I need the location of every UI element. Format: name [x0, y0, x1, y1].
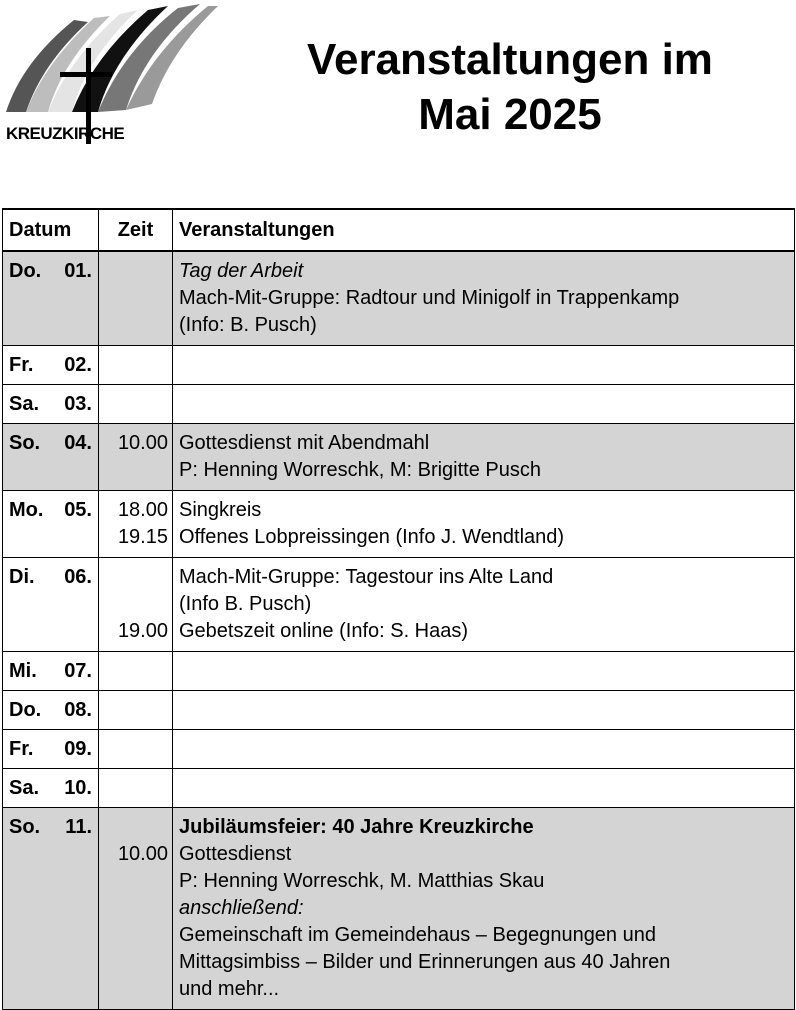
row-events	[173, 652, 795, 691]
event-line: (Info: B. Pusch)	[179, 314, 317, 336]
row-weekday: Mo.	[3, 491, 55, 558]
event-line: (Info B. Pusch)	[179, 593, 312, 615]
event-schedule-table	[2, 208, 795, 1010]
table-row	[3, 385, 795, 424]
row-date: 10.	[55, 769, 99, 808]
row-weekday: Mi.	[3, 652, 55, 691]
row-date: 11.	[55, 808, 99, 1010]
row-time	[99, 424, 173, 491]
schedule-rows	[3, 251, 795, 1010]
row-weekday: Sa.	[3, 385, 55, 424]
row-events	[173, 730, 795, 769]
row-events	[173, 346, 795, 385]
event-line: Gebetszeit online (Info: S. Haas)	[179, 620, 469, 642]
row-time	[99, 385, 173, 424]
page-title	[240, 32, 780, 142]
title-line-2: Mai 2025	[418, 90, 602, 139]
row-time	[99, 491, 173, 558]
header-veranstaltungen: Veranstaltungen	[173, 209, 795, 251]
time-value	[99, 457, 168, 484]
event-line: Tag der Arbeit	[179, 260, 304, 282]
time-value	[99, 285, 168, 312]
table-row	[3, 424, 795, 491]
time-value: 10.00	[117, 843, 168, 865]
time-value	[99, 564, 168, 591]
row-events	[173, 491, 795, 558]
time-value	[99, 258, 168, 285]
row-events	[173, 691, 795, 730]
row-date: 02.	[55, 346, 99, 385]
row-time	[99, 346, 173, 385]
event-line: Mach-Mit-Gruppe: Radtour und Minigolf in Trappenkamp	[179, 287, 680, 309]
header-zeit: Zeit	[99, 209, 173, 251]
table-row	[3, 769, 795, 808]
row-date: 03.	[55, 385, 99, 424]
row-events	[173, 385, 795, 424]
time-value	[99, 591, 168, 618]
row-weekday: So.	[3, 424, 55, 491]
table-row	[3, 808, 795, 1010]
row-time	[99, 808, 173, 1010]
event-line: P: Henning Worreschk, M. Matthias Skau	[179, 870, 545, 892]
table-row	[3, 491, 795, 558]
row-time	[99, 691, 173, 730]
row-events	[173, 424, 795, 491]
event-line: P: Henning Worreschk, M: Brigitte Pusch	[179, 459, 541, 481]
row-time	[99, 558, 173, 652]
table-row	[3, 251, 795, 346]
row-date: 06.	[55, 558, 99, 652]
logo-text: KREUZKIRCHE	[6, 124, 125, 143]
row-date: 04.	[55, 424, 99, 491]
row-weekday: Di.	[3, 558, 55, 652]
time-value: 19.15	[117, 526, 168, 548]
event-line: Gottesdienst	[179, 843, 292, 865]
row-events	[173, 769, 795, 808]
table-row	[3, 652, 795, 691]
row-date: 08.	[55, 691, 99, 730]
time-value	[99, 868, 168, 895]
event-line: und mehr...	[179, 978, 280, 1000]
row-weekday: So.	[3, 808, 55, 1010]
row-date: 05.	[55, 491, 99, 558]
time-value	[99, 814, 168, 841]
time-value: 10.00	[117, 432, 168, 454]
table-row	[3, 558, 795, 652]
event-line: Gottesdienst mit Abendmahl	[179, 432, 430, 454]
table-row	[3, 346, 795, 385]
event-line: anschließend:	[179, 897, 304, 919]
row-time	[99, 769, 173, 808]
row-date: 07.	[55, 652, 99, 691]
row-time	[99, 652, 173, 691]
event-line: Mach-Mit-Gruppe: Tagestour ins Alte Land	[179, 566, 554, 588]
table-header-row	[3, 209, 795, 251]
time-value	[99, 922, 168, 949]
row-weekday: Fr.	[3, 346, 55, 385]
table-row	[3, 691, 795, 730]
time-value	[99, 312, 168, 339]
row-weekday: Do.	[3, 251, 55, 346]
row-time	[99, 730, 173, 769]
row-weekday: Sa.	[3, 769, 55, 808]
row-events	[173, 558, 795, 652]
time-value	[99, 895, 168, 922]
title-line-1: Veranstaltungen im	[307, 35, 713, 84]
event-line: Jubiläumsfeier: 40 Jahre Kreuzkirche	[179, 816, 534, 838]
header-datum: Datum	[3, 209, 99, 251]
time-value	[99, 949, 168, 976]
table-row	[3, 730, 795, 769]
row-weekday: Do.	[3, 691, 55, 730]
row-events	[173, 808, 795, 1010]
row-date: 01.	[55, 251, 99, 346]
event-line: Mittagsimbiss – Bilder und Erinnerungen aus 40 Jahren	[179, 951, 671, 973]
row-date: 09.	[55, 730, 99, 769]
row-weekday: Fr.	[3, 730, 55, 769]
row-time	[99, 251, 173, 346]
event-line: Offenes Lobpreissingen (Info J. Wendtland)	[179, 526, 565, 548]
time-value: 19.00	[117, 620, 168, 642]
time-value: 18.00	[117, 499, 168, 521]
event-line: Gemeinschaft im Gemeindehaus – Begegnungen und	[179, 924, 656, 946]
row-events	[173, 251, 795, 346]
time-value	[99, 976, 168, 1003]
event-line: Singkreis	[179, 499, 262, 521]
